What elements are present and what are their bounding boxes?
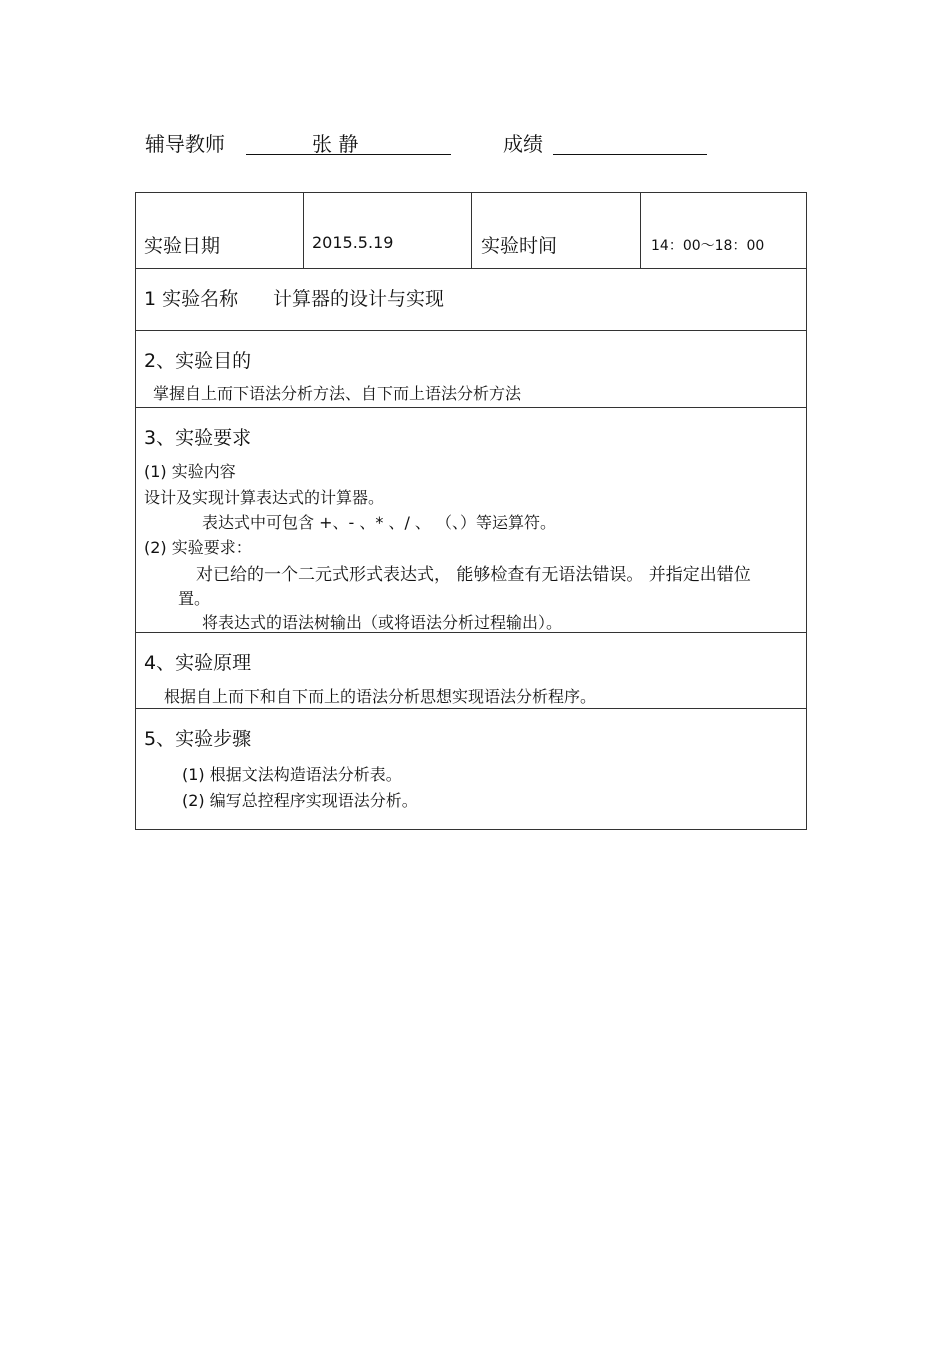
date-value: 2015.5.19 bbox=[312, 233, 394, 252]
time-value-cell bbox=[641, 193, 808, 268]
req-line-1: 对已给的一个二元式形式表达式， 能够检查有无语法错误。 并指定出错位 bbox=[196, 565, 751, 585]
principle-text: 根据自上而下和自下而上的语法分析思想实现语法分析程序。 bbox=[164, 687, 597, 706]
time-label-cell bbox=[472, 193, 641, 268]
experiment-name-label: 1 实验名称 bbox=[144, 288, 239, 310]
report-table bbox=[135, 192, 807, 830]
experiment-name-value: 计算器的设计与实现 bbox=[273, 288, 445, 310]
step-2: (2) 编写总控程序实现语法分析。 bbox=[182, 791, 418, 810]
req-line-3: 将表达式的语法树输出（或将语法分析过程输出）。 bbox=[202, 613, 563, 632]
date-value-cell bbox=[304, 193, 472, 268]
principle-section bbox=[136, 633, 806, 709]
score-underline bbox=[553, 154, 707, 155]
requirements-title: 3、实验要求 bbox=[144, 427, 252, 449]
date-label-cell bbox=[136, 193, 304, 268]
requirements-section bbox=[136, 408, 806, 633]
steps-title: 5、实验步骤 bbox=[144, 728, 252, 750]
purpose-section bbox=[136, 331, 806, 408]
principle-title: 4、实验原理 bbox=[144, 652, 252, 674]
date-label: 实验日期 bbox=[144, 235, 221, 257]
time-value: 14：00～18：00 bbox=[651, 238, 765, 254]
info-row bbox=[136, 193, 806, 269]
content-line-1: 设计及实现计算表达式的计算器。 bbox=[144, 488, 385, 507]
content-label: (1) 实验内容 bbox=[144, 462, 236, 481]
tutor-name: 张 静 bbox=[312, 132, 359, 156]
score-label: 成绩 bbox=[503, 132, 543, 156]
tutor-label: 辅导教师 bbox=[145, 132, 225, 156]
step-1: (1) 根据文法构造语法分析表。 bbox=[182, 765, 402, 784]
purpose-title: 2、实验目的 bbox=[144, 350, 252, 372]
time-label: 实验时间 bbox=[481, 235, 558, 257]
req-line-2: 置。 bbox=[178, 589, 211, 608]
experiment-name-row bbox=[136, 269, 806, 331]
steps-section bbox=[136, 709, 806, 831]
req-label: (2) 实验要求： bbox=[144, 538, 252, 557]
purpose-text: 掌握自上而下语法分析方法、自下而上语法分析方法 bbox=[153, 384, 522, 403]
content-line-2: 表达式中可包含 +、- 、* 、/ 、 （、）等运算符。 bbox=[202, 513, 557, 532]
